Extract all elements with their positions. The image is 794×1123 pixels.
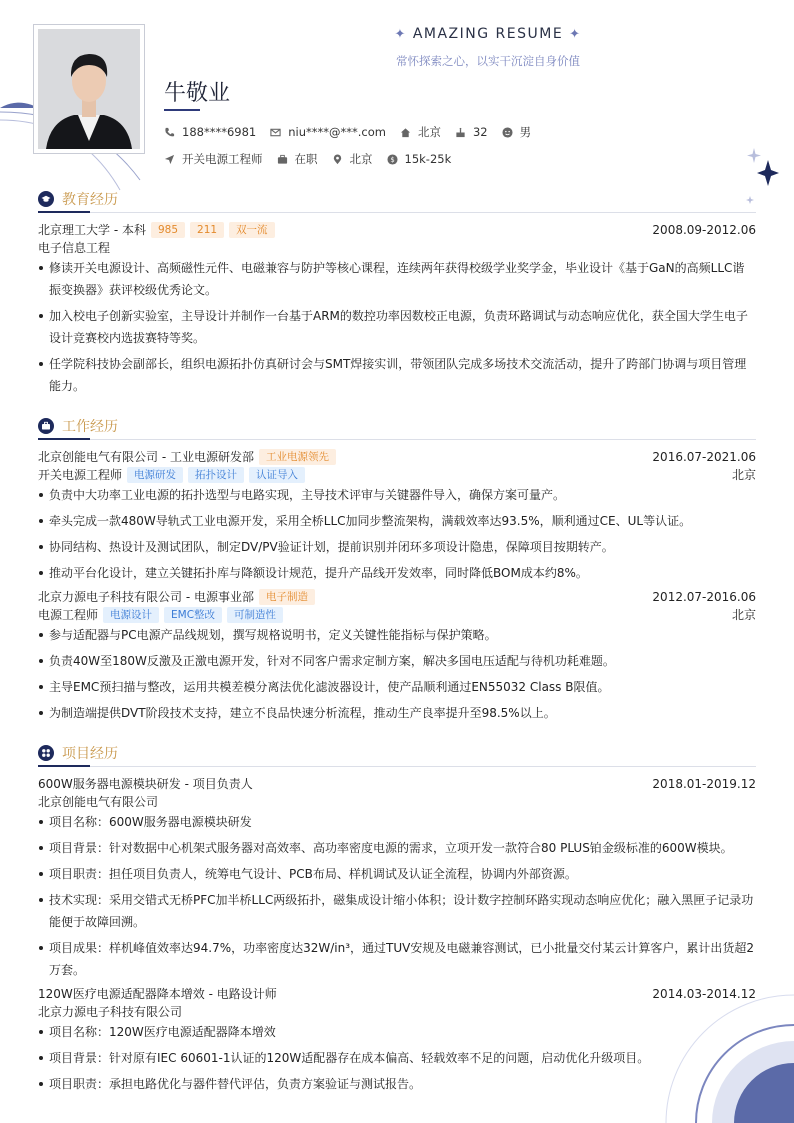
work-location: 北京 (731, 468, 756, 482)
company-tag: 工业电源领先 (259, 449, 336, 465)
sparkle-icon (744, 146, 784, 208)
project-date: 2014.03-2014.12 (652, 987, 756, 1001)
status-item (277, 151, 318, 167)
divider-accent (38, 211, 90, 213)
cake-icon (455, 127, 466, 138)
project-date: 2018.01-2019.12 (652, 777, 756, 791)
education-date: 2008.09-2012.06 (652, 223, 756, 237)
briefcase-icon (277, 154, 288, 165)
send-icon (164, 154, 175, 165)
work-role-row (38, 466, 756, 484)
email-item (270, 125, 386, 139)
skill-tag: 电源研发 (127, 467, 183, 483)
list-item: 项目成果：样机峰值效率达94.7%，功率密度达32W/in³，通过TUV安规及电磁兼容测试，已小批量交付某云计算客户，累计出货超2万套。 (38, 937, 756, 981)
list-item: 项目背景：针对原有IEC 60601-1认证的120W适配器存在成本偏高、轻载效率不足的问题，启动优化升级项目。 (38, 1047, 756, 1069)
divider (38, 439, 756, 440)
education-section-header (38, 187, 118, 211)
job-item (164, 151, 263, 167)
project-company-row (38, 1003, 756, 1021)
star-icon: ✦ (569, 27, 582, 42)
user-icon (502, 127, 513, 138)
work-company-row (38, 448, 756, 466)
list-item: 主导EMC预扫描与整改，运用共模差模分离法优化滤波器设计，使产品顺利通过EN55032 Class B限值。 (38, 676, 756, 698)
age-item (455, 125, 488, 139)
profile-photo (33, 24, 145, 154)
project-bullets (38, 1021, 756, 1099)
project-company-row (38, 793, 756, 811)
tag-badge: 双一流 (229, 222, 275, 238)
company-tag: 电子制造 (259, 589, 315, 605)
list-item: 牵头完成一款480W导轨式工业电源开发，采用全桥LLC加同步整流架构，满载效率达93.5%，顺利通过CE、UL等认证。 (38, 510, 756, 532)
phone-item (164, 125, 256, 139)
gender-text: 男 (519, 125, 532, 139)
project-company: 北京创能电气有限公司 (38, 795, 159, 809)
money-icon (387, 154, 398, 165)
list-item: 加入校电子创新实验室，主导设计并制作一台基于ARM的数控功率因数校正电源，负责环路调试与动态响应优化，获全国大学生电子设计竞赛校内选拔赛特等奖。 (38, 305, 756, 349)
list-item: 项目职责：承担电路优化与器件替代评估，负责方案验证与测试报告。 (38, 1073, 756, 1095)
brand-title (388, 26, 588, 42)
work-company-row (38, 588, 756, 606)
person-portrait-icon (38, 29, 140, 149)
section-title: 项目经历 (62, 746, 118, 762)
job-text: 开关电源工程师 (182, 152, 263, 166)
avatar (38, 29, 140, 149)
brand-text: AMAZING RESUME (412, 26, 564, 42)
role-name: 开关电源工程师 (38, 468, 123, 482)
list-item: 项目职责：担任项目负责人，统筹电气设计、PCB布局、样机调试及认证全流程，协调内外部资源。 (38, 863, 756, 885)
skill-tag: 认证导入 (249, 467, 305, 483)
education-row (38, 221, 756, 239)
company-name: 北京力源电子科技有限公司 - 电源事业部 (38, 590, 254, 604)
gender-item (502, 124, 532, 140)
project-title-row (38, 985, 756, 1003)
tag-badge: 985 (151, 222, 185, 238)
candidate-name: 牛敬业 (164, 81, 231, 106)
list-item: 负责40W至180W反激及正激电源开发，针对不同客户需求定制方案，解决多国电压适配与待机功耗难题。 (38, 650, 756, 672)
project-section-header (38, 741, 118, 765)
intent-row (164, 151, 465, 167)
divider-accent (38, 438, 90, 440)
graduation-cap-icon (38, 191, 54, 207)
divider (38, 766, 756, 767)
project-title: 120W医疗电源适配器降本增效 - 电路设计师 (38, 987, 277, 1001)
work-role-row (38, 606, 756, 624)
skill-tag: EMC整改 (164, 607, 222, 623)
project-bullets (38, 811, 756, 985)
major-name: 电子信息工程 (38, 241, 111, 255)
target-city-item (332, 151, 373, 167)
work-date: 2016.07-2021.06 (652, 450, 756, 464)
project-title-row (38, 775, 756, 793)
list-item: 推动平台化设计，建立关键拓扑库与降额设计规范，提升产品线开发效率，同时降低BOM成本约8%。 (38, 562, 756, 584)
age-text: 32 (472, 125, 488, 139)
company-name: 北京创能电气有限公司 - 工业电源研发部 (38, 450, 254, 464)
grid-icon (38, 745, 54, 761)
list-item: 协同结构、热设计及测试团队，制定DV/PV验证计划，提前识别并闭环多项设计隐患，保障项目按期转产。 (38, 536, 756, 558)
salary-item (387, 152, 452, 166)
phone-text: 188****6981 (182, 125, 257, 139)
salary-text: 15k-25k (404, 152, 452, 166)
svg-text:$: $ (389, 155, 395, 164)
contact-row (164, 124, 545, 140)
section-title: 教育经历 (62, 192, 118, 208)
list-item: 技术实现：采用交错式无桥PFC加半桥LLC两级拓扑，磁集成设计缩小体积；设计数字控制环路实现动态响应优化；融入黑匣子记录功能便于故障回溯。 (38, 889, 756, 933)
school-name: 北京理工大学 - 本科 (38, 223, 146, 237)
work-section-header (38, 414, 118, 438)
home-icon (400, 127, 411, 138)
skill-tag: 拓扑设计 (188, 467, 244, 483)
list-item: 为制造端提供DVT阶段技术支持，建立不良品快速分析流程，推动生产良率提升至98.5%以上。 (38, 702, 756, 724)
briefcase-icon (38, 418, 54, 434)
city-text: 北京 (417, 125, 441, 139)
project-company: 北京力源电子科技有限公司 (38, 1005, 183, 1019)
work-date: 2012.07-2016.06 (652, 590, 756, 604)
skill-tag: 可制造性 (227, 607, 283, 623)
education-bullets (38, 257, 756, 401)
phone-icon (164, 127, 175, 138)
status-text: 在职 (294, 152, 318, 166)
location-pin-icon (332, 154, 343, 165)
target-city-text: 北京 (349, 152, 373, 166)
skill-tag: 电源设计 (103, 607, 159, 623)
divider-accent (38, 765, 90, 767)
major-row (38, 239, 756, 257)
list-item: 负责中大功率工业电源的拓扑选型与电路实现，主导技术评审与关键器件导入，确保方案可量产。 (38, 484, 756, 506)
section-title: 工作经历 (62, 419, 118, 435)
slogan: 常怀探索之心，以实干沉淀自身价值 (396, 54, 580, 68)
list-item: 修读开关电源设计、高频磁性元件、电磁兼容与防护等核心课程，连续两年获得校级学业奖学金，毕业设计《基于GaN的高频LLC谐振变换器》获评校级优秀论文。 (38, 257, 756, 301)
project-title: 600W服务器电源模块研发 - 项目负责人 (38, 777, 253, 791)
role-name: 电源工程师 (38, 608, 99, 622)
divider (38, 212, 756, 213)
list-item: 参与适配器与PC电源产品线规划，撰写规格说明书，定义关键性能指标与保护策略。 (38, 624, 756, 646)
mail-icon (270, 127, 281, 138)
list-item: 项目背景：针对数据中心机架式服务器对高效率、高功率密度电源的需求，立项开发一款符合80 PLUS铂金级标准的600W模块。 (38, 837, 756, 859)
work-location: 北京 (731, 608, 756, 622)
email-text: niu****@***.com (288, 125, 386, 139)
star-icon: ✦ (394, 27, 407, 42)
tag-badge: 211 (190, 222, 224, 238)
work-bullets (38, 624, 756, 728)
list-item: 项目名称：600W服务器电源模块研发 (38, 811, 756, 833)
city-item (400, 124, 441, 140)
work-bullets (38, 484, 756, 588)
name-underline (164, 109, 200, 111)
list-item: 项目名称：120W医疗电源适配器降本增效 (38, 1021, 756, 1043)
list-item: 任学院科技协会副部长，组织电源拓扑仿真研讨会与SMT焊接实训，带领团队完成多场技术交流活动，提升了跨部门协调与项目管理能力。 (38, 353, 756, 397)
